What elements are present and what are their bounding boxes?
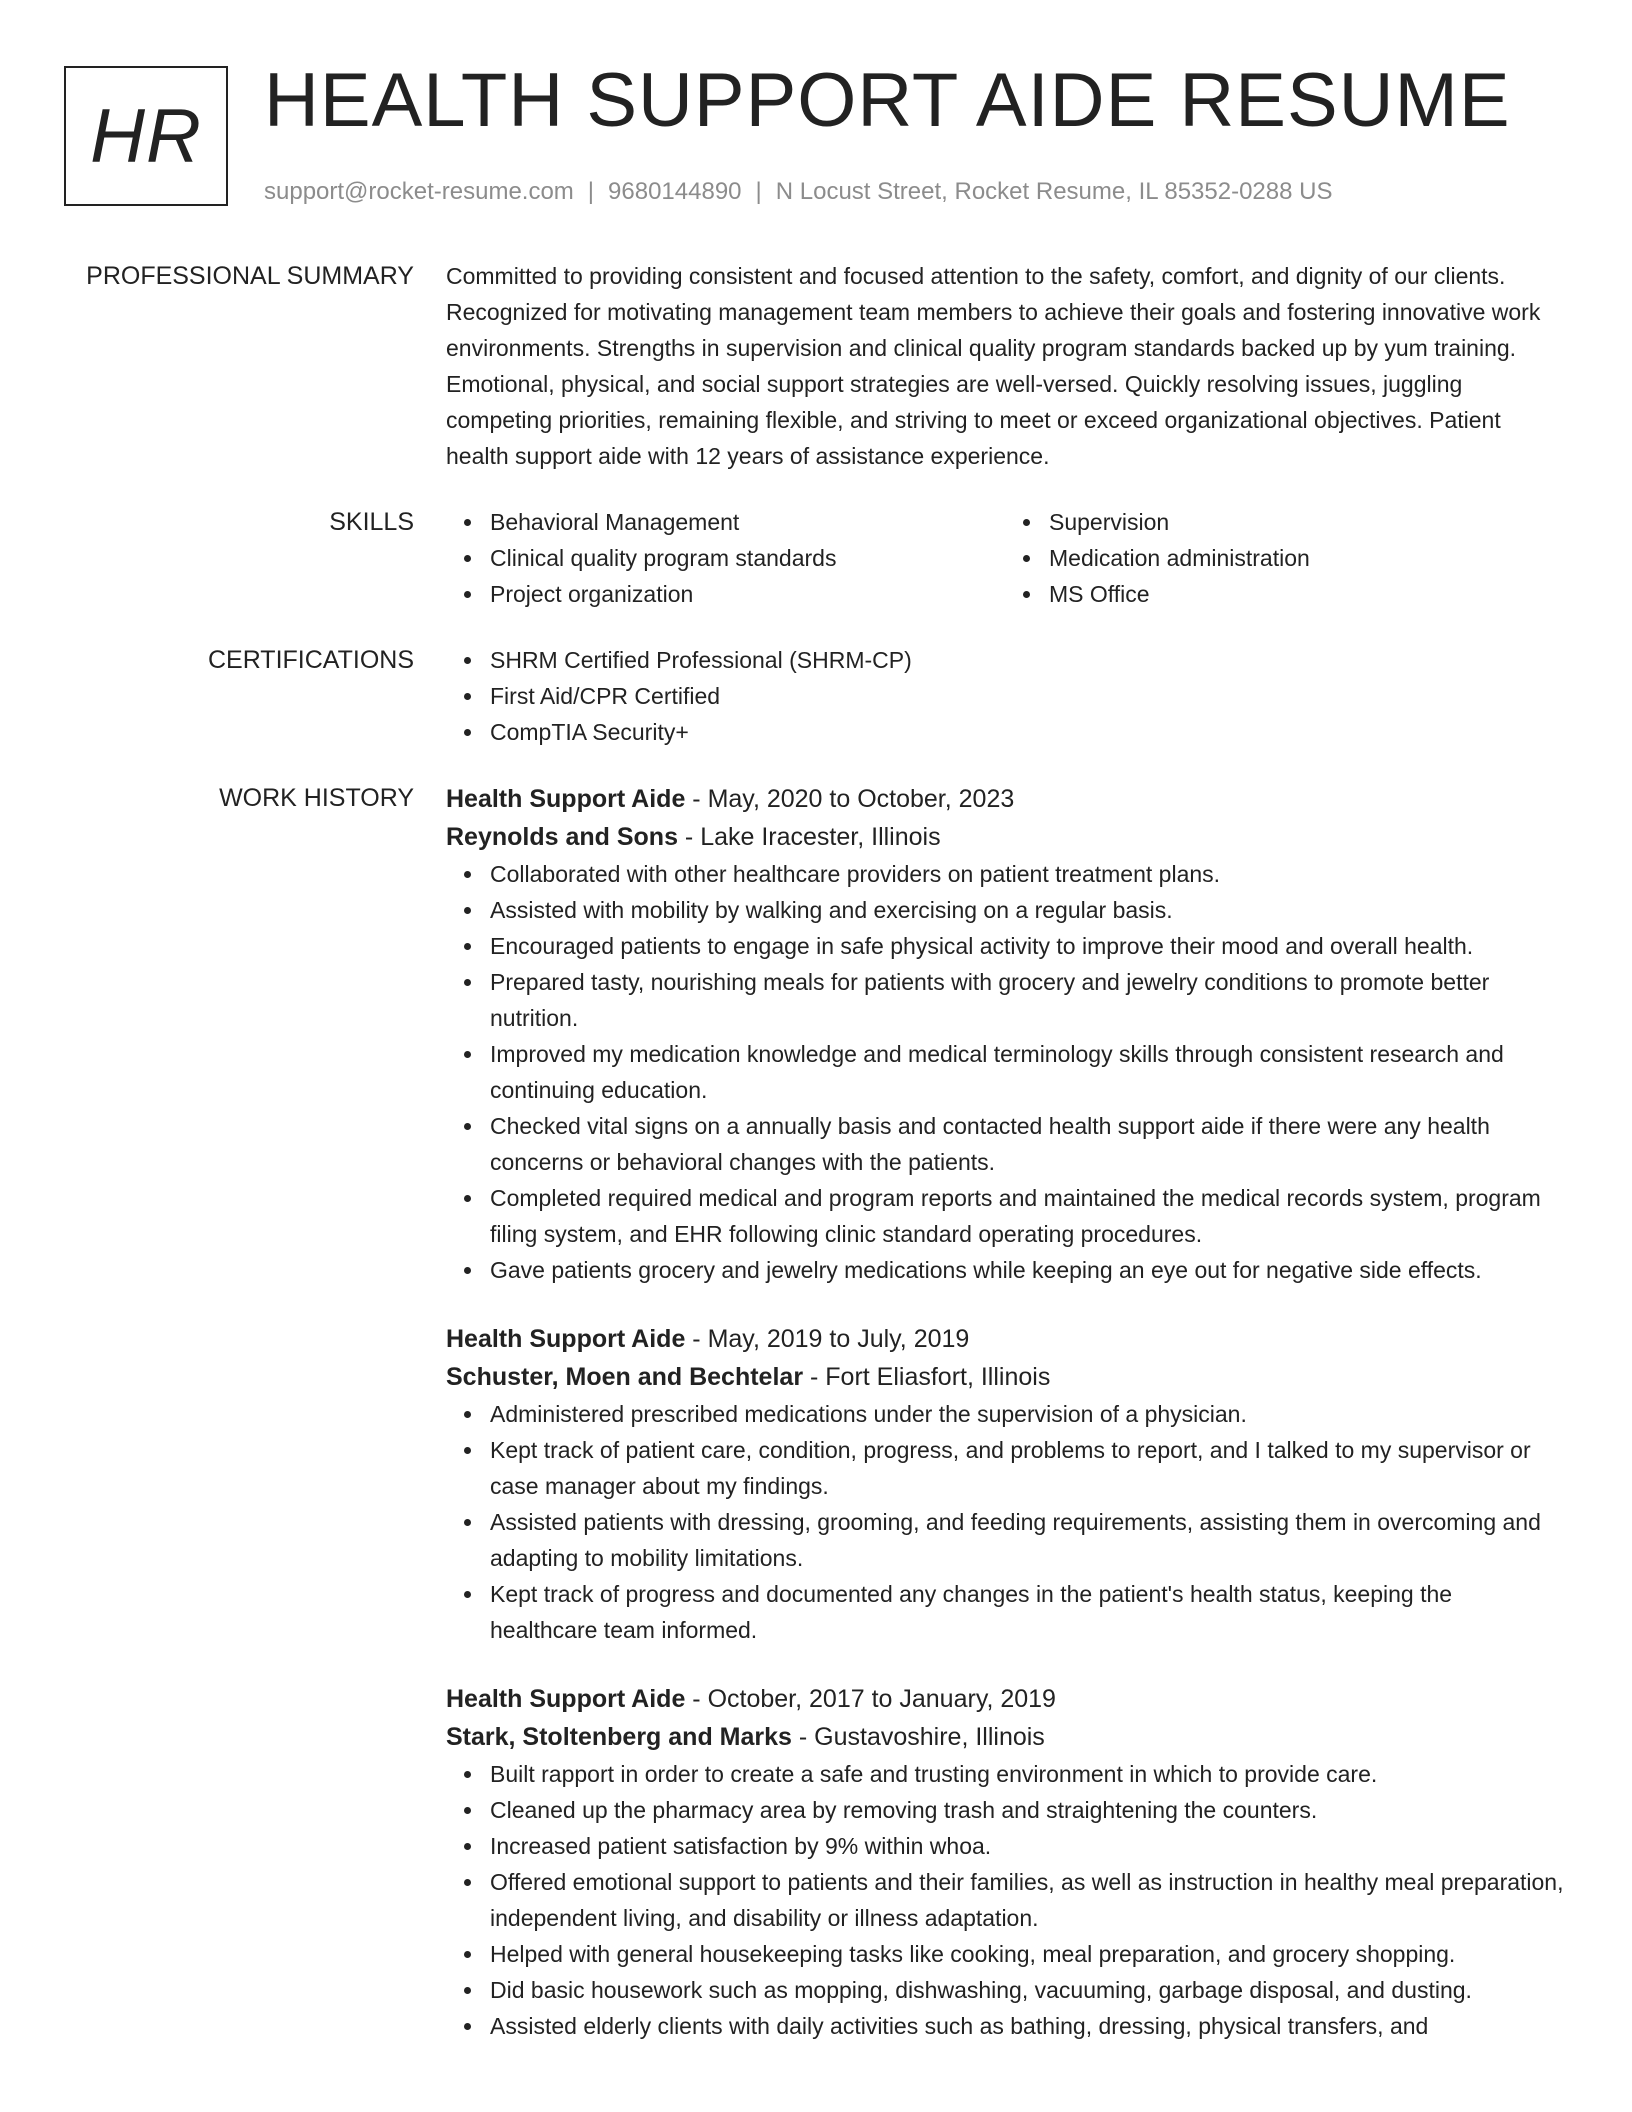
job-company-line (446, 1718, 1564, 1756)
monogram-logo: HR (64, 66, 228, 206)
page-title: HEALTH SUPPORT AIDE RESUME (264, 58, 1511, 143)
skill-item: Clinical quality program standards (490, 540, 1005, 576)
contact-address: N Locust Street, Rocket Resume, IL 85352-0288 US (775, 178, 1333, 205)
contact-phone[interactable]: 9680144890 (608, 178, 742, 205)
contact-line (264, 176, 1332, 208)
job-duty: Administered prescribed medications under the supervision of a physician. (490, 1396, 1564, 1432)
skill-item: Supervision (1049, 504, 1564, 540)
skills-section (0, 504, 1632, 612)
job-duty: Gave patients grocery and jewelry medications while keeping an eye out for negative side effects. (490, 1252, 1564, 1288)
job-title-line (446, 1680, 1564, 1718)
job-duty: Did basic housework such as mopping, dishwashing, vacuuming, garbage disposal, and dusting. (490, 1972, 1564, 2008)
job-location: - Gustavoshire, Illinois (791, 1723, 1045, 1751)
skill-item: Medication administration (1049, 540, 1564, 576)
work-history-section (0, 780, 1632, 2076)
job-location: - Fort Eliasfort, Illinois (803, 1363, 1051, 1391)
job-location: - Lake Iracester, Illinois (677, 823, 941, 851)
contact-separator: | (587, 178, 595, 205)
job-dates: - May, 2019 to July, 2019 (685, 1325, 970, 1353)
certifications-label: CERTIFICATIONS (207, 646, 414, 674)
job-duty: Offered emotional support to patients and their families, as well as instruction in healthy meal preparation, independent living, and disability or illness adaptation. (490, 1864, 1564, 1936)
job-company: Stark, Stoltenberg and Marks (446, 1723, 792, 1751)
job-title-line (446, 780, 1564, 818)
summary-text: Committed to providing consistent and focused attention to the safety, comfort, and dignity of our clients. Recognized for motivating management team members to achieve their goals and fostering innovative work environments. Strengths in supervision and clinical quality program standards backed up by yum training. Emotional, physical, and social support strategies are well-versed. Quickly resolving issues, juggling competing priorities, remaining flexible, and striving to meet or exceed organizational objectives. Patient health support aide with 12 years of assistance experience. (446, 263, 1541, 469)
job-title: Health Support Aide (446, 1685, 686, 1713)
work-history-label: WORK HISTORY (219, 784, 414, 812)
job-duty: Cleaned up the pharmacy area by removing trash and straightening the counters. (490, 1792, 1564, 1828)
job-duty: Assisted patients with dressing, grooming, and feeding requirements, assisting them in overcoming and adapting to mobility limitations. (490, 1504, 1564, 1576)
certification-item: SHRM Certified Professional (SHRM-CP) (490, 642, 1564, 678)
job-duties-list (446, 856, 1564, 1288)
job-company: Reynolds and Sons (446, 823, 678, 851)
job-duty: Checked vital signs on a annually basis and contacted health support aide if there were any health concerns or behavioral changes with the patients. (490, 1108, 1564, 1180)
skills-list-right (1005, 504, 1564, 612)
job-dates: - October, 2017 to January, 2019 (685, 1685, 1056, 1713)
job-company: Schuster, Moen and Bechtelar (446, 1363, 804, 1391)
job-title: Health Support Aide (446, 785, 686, 813)
job-duty: Improved my medication knowledge and medical terminology skills through consistent research and continuing education. (490, 1036, 1564, 1108)
summary-section (0, 258, 1632, 474)
job-company-line (446, 818, 1564, 856)
skill-item: Behavioral Management (490, 504, 1005, 540)
job-duty: Encouraged patients to engage in safe physical activity to improve their mood and overall health. (490, 928, 1564, 964)
job-duty: Built rapport in order to create a safe and trusting environment in which to provide care. (490, 1756, 1564, 1792)
summary-label: PROFESSIONAL SUMMARY (86, 262, 414, 290)
job-duty: Kept track of progress and documented any changes in the patient's health status, keeping the healthcare team informed. (490, 1576, 1564, 1648)
job-entry (446, 780, 1564, 1288)
job-duty: Collaborated with other healthcare providers on patient treatment plans. (490, 856, 1564, 892)
skills-label: SKILLS (329, 508, 414, 536)
job-duty: Increased patient satisfaction by 9% within whoa. (490, 1828, 1564, 1864)
job-entry (446, 1320, 1564, 1648)
certification-item: CompTIA Security+ (490, 714, 1564, 750)
job-duties-list (446, 1756, 1564, 2044)
job-duty: Completed required medical and program reports and maintained the medical records system, program filing system, and EHR following clinic standard operating procedures. (490, 1180, 1564, 1252)
job-duty: Assisted with mobility by walking and exercising on a regular basis. (490, 892, 1564, 928)
job-entry (446, 1680, 1564, 2044)
job-duty: Helped with general housekeeping tasks like cooking, meal preparation, and grocery shopping. (490, 1936, 1564, 1972)
contact-email[interactable]: support@rocket-resume.com (264, 178, 574, 205)
job-dates: - May, 2020 to October, 2023 (685, 785, 1015, 813)
job-title-line (446, 1320, 1564, 1358)
resume-content (0, 258, 1632, 2106)
job-company-line (446, 1358, 1564, 1396)
job-duty: Prepared tasty, nourishing meals for patients with grocery and jewelry conditions to promote better nutrition. (490, 964, 1564, 1036)
contact-separator: | (755, 178, 762, 205)
skill-item: Project organization (490, 576, 1005, 612)
job-title: Health Support Aide (446, 1325, 686, 1353)
job-duty: Assisted elderly clients with daily activities such as bathing, dressing, physical transfers, and (490, 2008, 1564, 2044)
skill-item: MS Office (1049, 576, 1564, 612)
job-duty: Kept track of patient care, condition, progress, and problems to report, and I talked to my supervisor or case manager about my findings. (490, 1432, 1564, 1504)
job-duties-list (446, 1396, 1564, 1648)
skills-list-left (446, 504, 1005, 612)
certifications-section (0, 642, 1632, 750)
certifications-list (446, 642, 1564, 750)
certification-item: First Aid/CPR Certified (490, 678, 1564, 714)
